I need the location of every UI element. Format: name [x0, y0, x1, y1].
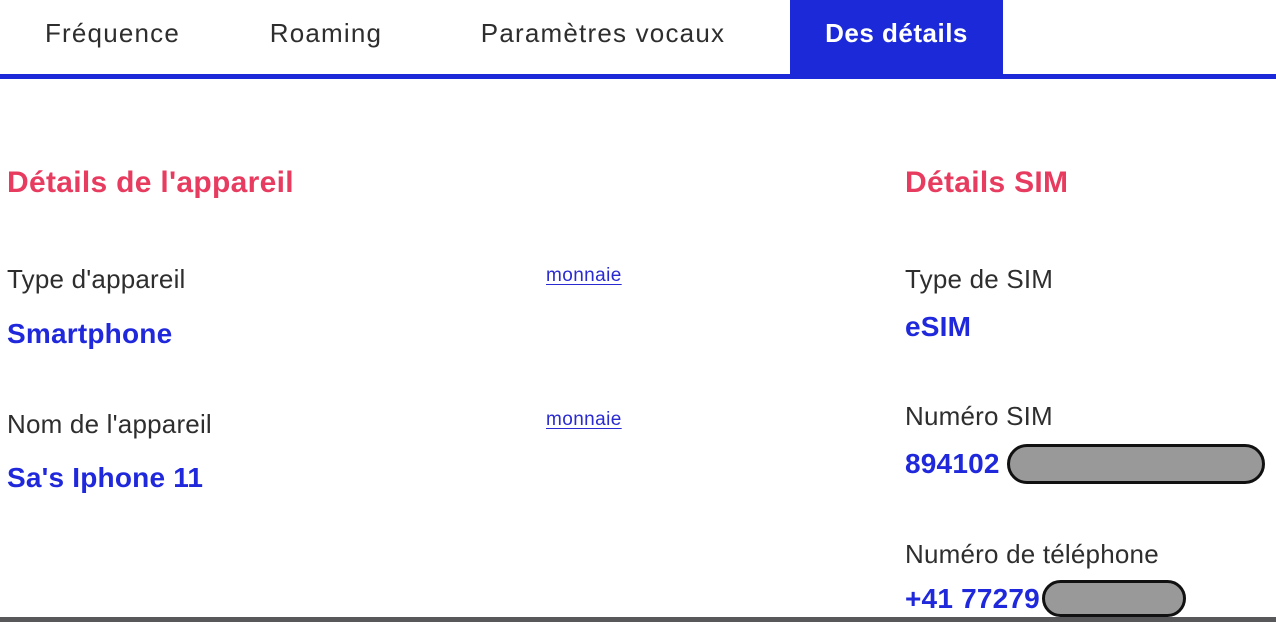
device-type-label: Type d'appareil: [7, 264, 186, 294]
tab-frequence[interactable]: Fréquence: [44, 17, 181, 48]
sim-details-heading: Détails SIM: [905, 166, 1069, 199]
sim-number-row: [905, 444, 1265, 484]
device-details-heading: Détails de l'appareil: [7, 166, 294, 199]
sim-number-label: Numéro SIM: [905, 401, 1053, 431]
phone-number-row: [905, 580, 1186, 617]
phone-number-label: Numéro de téléphone: [905, 539, 1159, 569]
currency-link-device-name[interactable]: monnaie: [546, 409, 622, 430]
device-name-value: Sa's Iphone 11: [7, 462, 204, 493]
sim-type-label: Type de SIM: [905, 264, 1054, 294]
device-type-value: Smartphone: [7, 318, 173, 349]
bottom-bar: [0, 617, 1276, 622]
tab-parametres-vocaux[interactable]: Paramètres vocaux: [480, 17, 726, 48]
device-name-label: Nom de l'appareil: [7, 409, 212, 439]
phone-number-redaction: [1042, 580, 1186, 617]
phone-number-value: +41 77279: [905, 582, 1040, 614]
tab-bar: [0, 0, 1276, 79]
tab-roaming[interactable]: Roaming: [269, 17, 383, 48]
sim-type-value: eSIM: [905, 311, 972, 342]
currency-link-device-type[interactable]: monnaie: [546, 265, 622, 286]
tab-des-details-active[interactable]: Des détails: [790, 0, 1003, 74]
sim-number-value: 894102: [905, 448, 1000, 479]
sim-number-redaction: [1007, 444, 1265, 484]
